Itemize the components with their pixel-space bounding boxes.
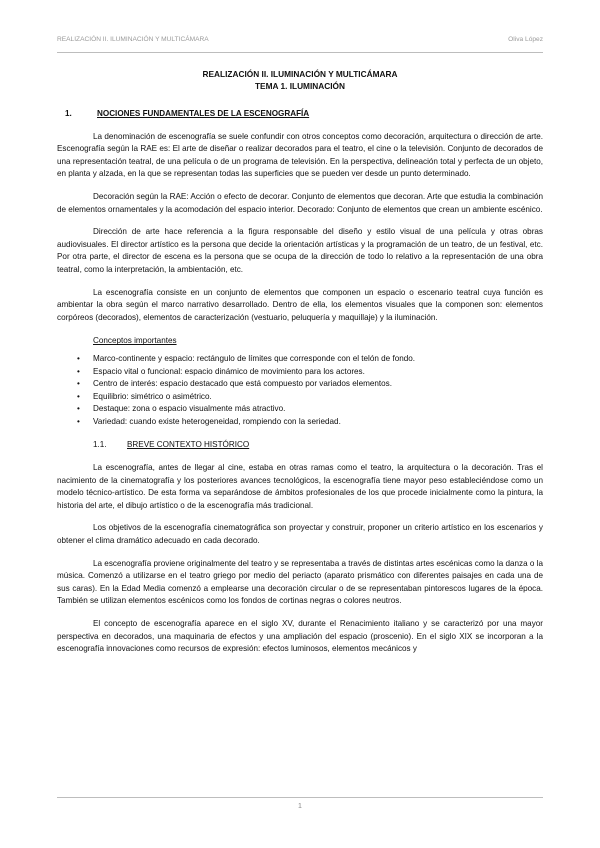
section-heading-1-1	[57, 439, 543, 452]
section-heading-1	[57, 108, 543, 121]
concepts-list	[57, 353, 543, 429]
list-item-text: Variedad: cuando existe heterogeneidad, rompiendo con la seriedad.	[93, 416, 341, 426]
bullet-icon: •	[77, 404, 80, 414]
footer-divider	[57, 797, 543, 798]
list-item	[57, 403, 543, 416]
concepts-heading: Conceptos importantes	[93, 336, 177, 346]
list-item-text: Centro de interés: espacio destacado que está compuesto por variados elementos.	[93, 379, 392, 389]
document-title	[57, 68, 543, 92]
list-item-text: Marco-continente y espacio: rectángulo de límites que corresponde con el telón de fondo.	[93, 353, 416, 363]
section-title: NOCIONES FUNDAMENTALES DE LA ESCENOGRAFÍA	[97, 109, 310, 118]
paragraph: La escenografía, antes de llegar al cine, estaba en otras ramas como el teatro, la arquitectura o la decoración. Tras el nacimiento de la cinematografía y los posteriores avances tecnológicos, la escenografía tiene mayor peso estableciéndose como un modelo técnico-artístico. De esta forma va separándose de ámbitos profesionales de los que procede inicialmente como la pintura, la historia del arte, el dibujo artístico o de la escenografía más tradicional.	[57, 463, 543, 510]
list-item	[57, 416, 543, 429]
paragraph: Los objetivos de la escenografía cinematográfica son proyectar y construir, proponer un criterio artístico en los escenarios y obtener el clima dramático adecuado en cada decorado.	[57, 523, 543, 546]
bullet-icon: •	[77, 366, 80, 376]
list-item	[57, 391, 543, 404]
list-item-text: Espacio vital o funcional: espacio dinámico de movimiento para los actores.	[93, 366, 365, 376]
bullet-icon: •	[77, 416, 80, 426]
title-line-1: REALIZACIÓN II. ILUMINACIÓN Y MULTICÁMARA	[202, 69, 398, 79]
bullet-icon: •	[77, 353, 80, 363]
list-item-text: Destaque: zona o espacio visualmente más atractivo.	[93, 404, 286, 414]
paragraph: La escenografía proviene originalmente del teatro y se representaba a través de distintas artes escénicas como la danza o la música. Comenzó a utilizarse en el teatro griego por medio del periacto (aparato prismático con diferentes paisajes en cada una de sus caras). En la Edad Media comenzó a emplearse una decoración circular o de se representaban pintorescos lugares de la época. También se utilizan elementos escénicos como los fondos de cortinas negras o colores neutros.	[57, 558, 543, 606]
paragraph: Dirección de arte hace referencia a la figura responsable del diseño y estilo visual de una película y otras obras audiovisuales. El director artístico es la persona que decide la orientación artísticas y la programación de un teatro, de un festival, etc. Por otra parte, el director de escena es la persona que se ocupa de la dirección de todo lo relativo a la representación de una obra teatral, como la interpretación, la ambientación, etc.	[57, 227, 543, 274]
bullet-icon: •	[77, 379, 80, 389]
subsection-title: BREVE CONTEXTO HISTÓRICO	[127, 440, 250, 450]
list-item	[57, 366, 543, 379]
list-item	[57, 353, 543, 366]
list-item	[57, 378, 543, 391]
paragraph: La denominación de escenografía se suele confundir con otros conceptos como decoración, arquitectura o dirección de arte. Escenografía según la RAE es: El arte de diseñar o realizar decorados para el teatro, el cine o la televisión. Conjunto de decorados de una representación teatral, de una película o de un programa de televisión. En la perspectiva, delineación total y perfecta de un objeto, en planta y alzada, en la que se representan todas las superficies que se pueden ver desde un punto determinado.	[57, 131, 543, 179]
list-item-text: Equilibrio: simétrico o asimétrico.	[93, 391, 212, 401]
paragraph: Decoración según la RAE: Acción o efecto de decorar. Conjunto de elementos que decoran. Arte que estudia la combinación de elementos ornamentales y la acomodación del espacio interior. Decorado: Conjunto de elementos que crean un ambiente escénico.	[57, 191, 543, 214]
document-body	[57, 68, 543, 656]
bullet-icon: •	[77, 391, 80, 401]
section-number: 1.	[65, 109, 72, 118]
header-divider	[57, 52, 543, 53]
header-course-title: REALIZACIÓN II. ILUMINACIÓN Y MULTICÁMARA	[57, 36, 209, 43]
page-header	[57, 36, 543, 50]
paragraph: La escenografía consiste en un conjunto de elementos que componen un espacio o escenario teatral cuya función es ambientar la obra según el marco narrativo desarrollado. Dentro de ella, los elementos visuales que la componen son: elementos corpóreos (decorados), elementos de caracterización (vestuario, peluquería y maquillaje) y la iluminación.	[57, 287, 543, 322]
page-number: 1	[298, 803, 302, 810]
title-line-2: TEMA 1. ILUMINACIÓN	[254, 81, 346, 91]
header-author: Oliva López	[508, 36, 543, 43]
paragraph: El concepto de escenografía aparece en el siglo XV, durante el Renacimiento italiano y se caracterizó por una mayor perspectiva en decorados, una maquinaria de efectos y una ampliación del espacio (proscenio). En el siglo XIX se incorporan a la escenografía innovaciones como recursos de expresión: efectos luminosos, elementos mecánicos y	[57, 619, 543, 654]
subsection-number: 1.1.	[93, 440, 107, 450]
